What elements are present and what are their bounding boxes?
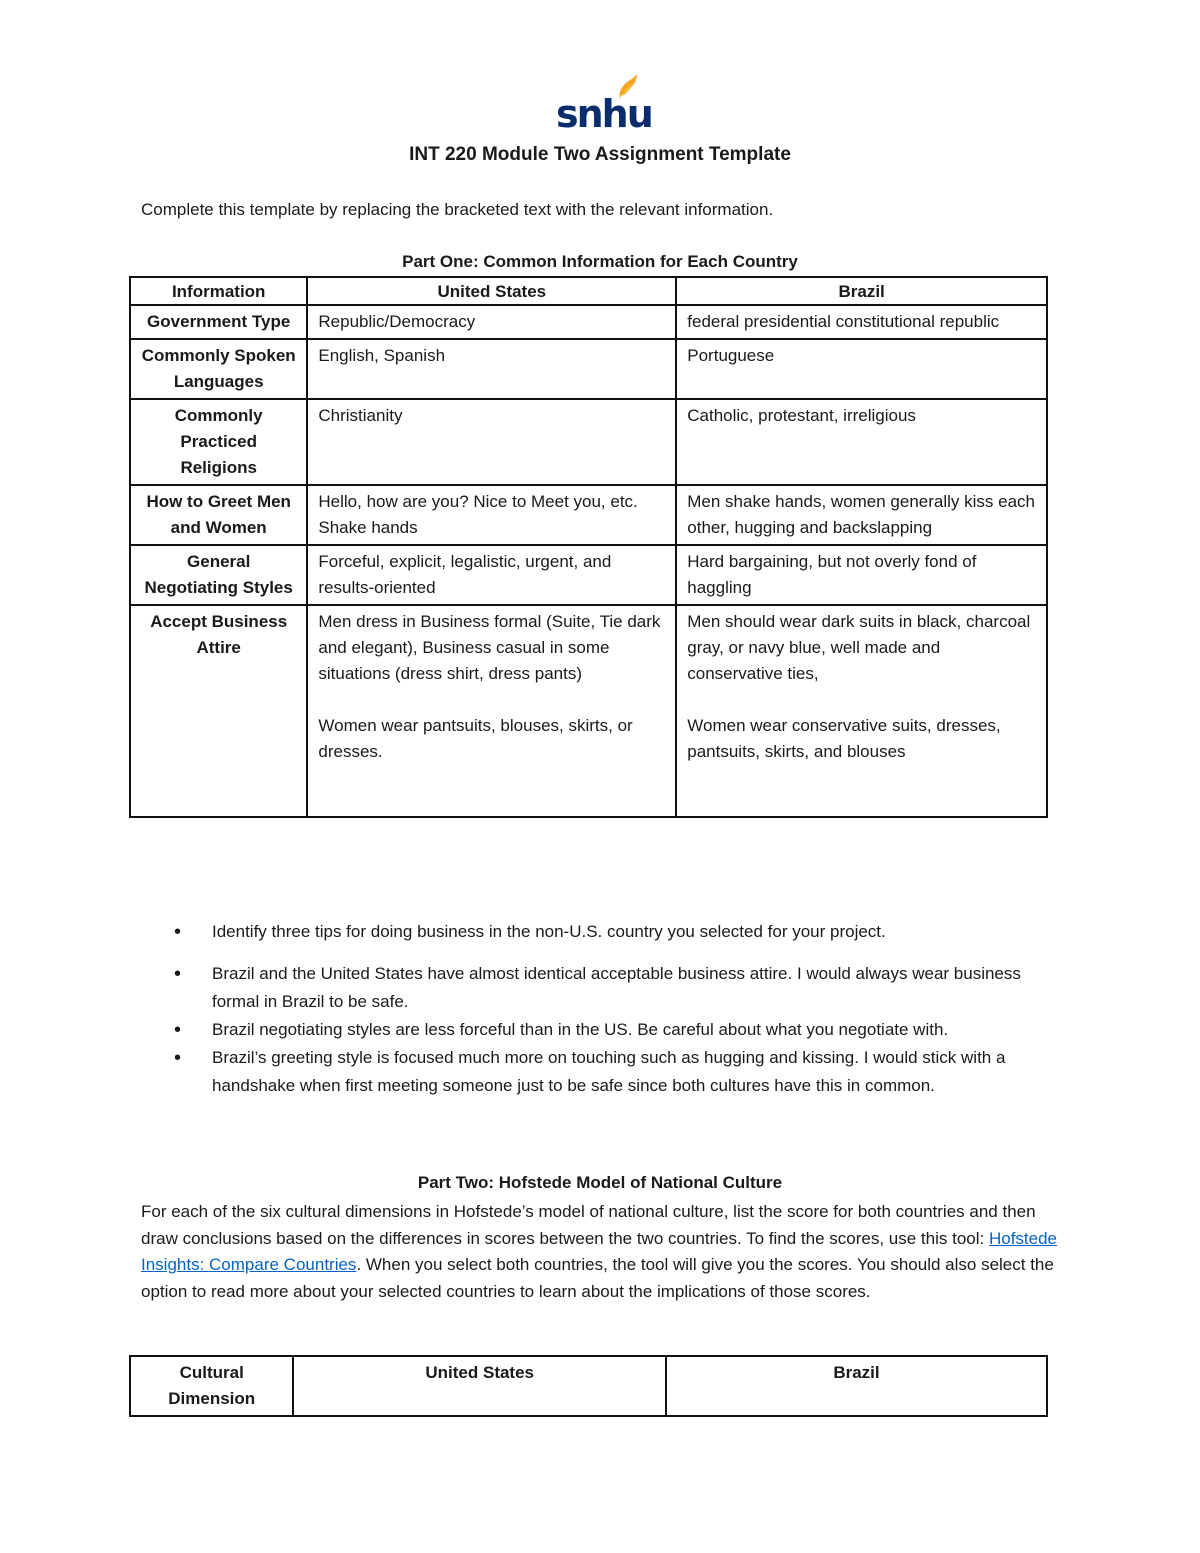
country-info-table (129, 276, 1048, 818)
part-two-intro (141, 1199, 1061, 1305)
cell-paragraph: Catholic, protestant, irreligious (687, 406, 916, 425)
hofstede-compare-link[interactable]: Hofstede Insights: Compare Countries (141, 1228, 1058, 1274)
cell-brazil (676, 485, 1047, 545)
hofstede-table (129, 1355, 1048, 1417)
cell-united-states (307, 605, 676, 817)
row-label: General Negotiating Styles (130, 545, 307, 605)
paragraph-gap (318, 687, 665, 713)
table-row (130, 339, 1047, 399)
list-item: • Brazil’s greeting style is focused much more on touching such as hugging and kissing. I would stick with a handshake when first meeting someone just to be safe since both cultures have this in common. (170, 1044, 1050, 1100)
table-row (130, 399, 1047, 485)
cell-paragraph: English, Spanish (318, 346, 446, 365)
row-label: Government Type (130, 305, 307, 339)
cell-united-states (307, 339, 676, 399)
table-row (130, 305, 1047, 339)
cell-paragraph: Men should wear dark suits in black, charcoal gray, or navy blue, well made and conservative ties, (687, 612, 1031, 683)
row-label: Commonly Practiced Religions (130, 399, 307, 485)
document-title: INT 220 Module Two Assignment Template (409, 144, 791, 165)
table-row (130, 605, 1047, 817)
cell-paragraph: Portuguese (687, 346, 775, 365)
cell-united-states (307, 305, 676, 339)
cell-brazil (676, 339, 1047, 399)
table-row (130, 545, 1047, 605)
cell-paragraph: Women wear pantsuits, blouses, skirts, or dresses. (318, 716, 633, 761)
cell-brazil (676, 305, 1047, 339)
cell-paragraph: Men dress in Business formal (Suite, Tie dark and elegant), Business casual in some situations (dress shirt, dress pants) (318, 612, 661, 683)
cell-paragraph: Republic/Democracy (318, 312, 476, 331)
paragraph-gap (687, 687, 1036, 713)
list-item: • Brazil and the United States have almost identical acceptable business attire. I would always wear business formal in Brazil to be safe. (170, 960, 1050, 1016)
cell-united-states (307, 545, 676, 605)
table-row (130, 485, 1047, 545)
part-one-heading: Part One: Common Information for Each Country (402, 252, 798, 271)
cell-brazil (676, 545, 1047, 605)
header-information: Information (130, 277, 307, 305)
cell-paragraph: federal presidential constitutional republic (687, 312, 1000, 331)
cell-united-states (307, 399, 676, 485)
row-label: Commonly Spoken Languages (130, 339, 307, 399)
list-item: • Brazil negotiating styles are less forceful than in the US. Be careful about what you negotiate with. (170, 1016, 1050, 1044)
header-brazil: Brazil (666, 1356, 1047, 1416)
header-united-states: United States (307, 277, 676, 305)
cell-brazil (676, 399, 1047, 485)
cell-united-states (307, 485, 676, 545)
tips-list (170, 918, 1050, 1100)
header-united-states: United States (293, 1356, 666, 1416)
cell-paragraph: Hello, how are you? Nice to Meet you, etc. Shake hands (318, 492, 638, 537)
cell-paragraph: Forceful, explicit, legalistic, urgent, and results-oriented (318, 552, 612, 597)
row-label: Accept Business Attire (130, 605, 307, 817)
table-header-row (130, 277, 1047, 305)
snhu-logo (556, 74, 652, 136)
intro-text: For each of the six cultural dimensions in Hofstede’s model of national culture, list the score for both countries and then draw conclusions based on the differences in scores between the two countries. To find the scores, use this tool: (141, 1202, 1036, 1248)
part-two-heading: Part Two: Hofstede Model of National Culture (417, 1173, 783, 1192)
header-brazil: Brazil (676, 277, 1047, 305)
cell-paragraph: Men shake hands, women generally kiss each other, hugging and backslapping (687, 492, 1036, 537)
row-label: How to Greet Men and Women (130, 485, 307, 545)
cell-paragraph: Christianity (318, 406, 403, 425)
cell-paragraph: Women wear conservative suits, dresses, pantsuits, skirts, and blouses (687, 716, 1001, 761)
cell-brazil (676, 605, 1047, 817)
intro-text-continued: . When you select both countries, the tool will give you the scores. You should also select the option to read more about your selected countries to learn about the implications of those scores. (141, 1255, 1054, 1301)
header-cultural-dimension: Cultural Dimension (130, 1356, 293, 1416)
table-header-row (130, 1356, 1047, 1416)
country-info-body (130, 305, 1047, 817)
logo-text: snhu (556, 92, 652, 136)
instructions-text: Complete this template by replacing the bracketed text with the relevant information. (141, 200, 774, 219)
cell-paragraph: Hard bargaining, but not overly fond of haggling (687, 552, 977, 597)
list-item: • Identify three tips for doing business in the non-U.S. country you selected for your project. (170, 918, 1050, 946)
